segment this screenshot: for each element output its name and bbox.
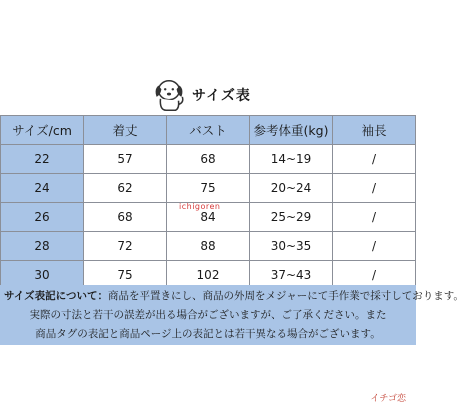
table-header-row	[1, 116, 416, 145]
note-line-3: 商品タグの表記と商品ページ上の表記とは若干異なる場合がございます。	[35, 328, 381, 340]
length-cell: 62	[84, 174, 167, 203]
sleeve-cell: /	[333, 145, 416, 174]
watermark-text: ichigoren	[179, 202, 221, 211]
column-header-bust: バスト	[167, 116, 250, 145]
length-cell: 72	[84, 232, 167, 261]
note-line-2: 実際の寸法と若干の誤差が出る場合がございますが、ご了承ください。また	[29, 309, 387, 321]
weight-cell: 14~19	[250, 145, 333, 174]
sleeve-cell: /	[333, 261, 416, 290]
size-chart-title: サイズ表	[192, 88, 251, 104]
sleeve-cell: /	[333, 232, 416, 261]
size-note	[0, 285, 464, 345]
note-text-1: 商品を平置きにし、商品の外周をメジャーにて手作業で採寸しております。	[107, 290, 464, 302]
size-cell: 26	[1, 203, 84, 232]
sleeve-cell: /	[333, 174, 416, 203]
bust-cell: 102	[167, 261, 250, 290]
bust-cell: 68	[167, 145, 250, 174]
bust-cell: 88	[167, 232, 250, 261]
size-cell: 30	[1, 261, 84, 290]
puppy-logo-icon	[150, 76, 188, 114]
bust-cell: 84	[167, 203, 250, 232]
column-header-sleeve: 袖長	[333, 116, 416, 145]
size-cell: 24	[1, 174, 84, 203]
weight-cell: 25~29	[250, 203, 333, 232]
bust-cell: 75	[167, 174, 250, 203]
length-cell: 75	[84, 261, 167, 290]
size-chart-header	[0, 76, 416, 116]
weight-cell: 20~24	[250, 174, 333, 203]
table-row	[1, 232, 416, 261]
size-cell: 22	[1, 145, 84, 174]
note-label: サイズ表記について：	[4, 290, 108, 302]
weight-cell: 30~35	[250, 232, 333, 261]
column-header-size: サイズ/cm	[1, 116, 84, 145]
table-row	[1, 145, 416, 174]
brand-name: イチゴ恋	[370, 394, 406, 404]
column-header-length: 着丈	[84, 116, 167, 145]
column-header-weight: 参考体重(kg)	[250, 116, 333, 145]
length-cell: 68	[84, 203, 167, 232]
note-line-1	[4, 287, 464, 306]
sleeve-cell: /	[333, 203, 416, 232]
table-row	[1, 174, 416, 203]
length-cell: 57	[84, 145, 167, 174]
weight-cell: 37~43	[250, 261, 333, 290]
size-cell: 28	[1, 232, 84, 261]
